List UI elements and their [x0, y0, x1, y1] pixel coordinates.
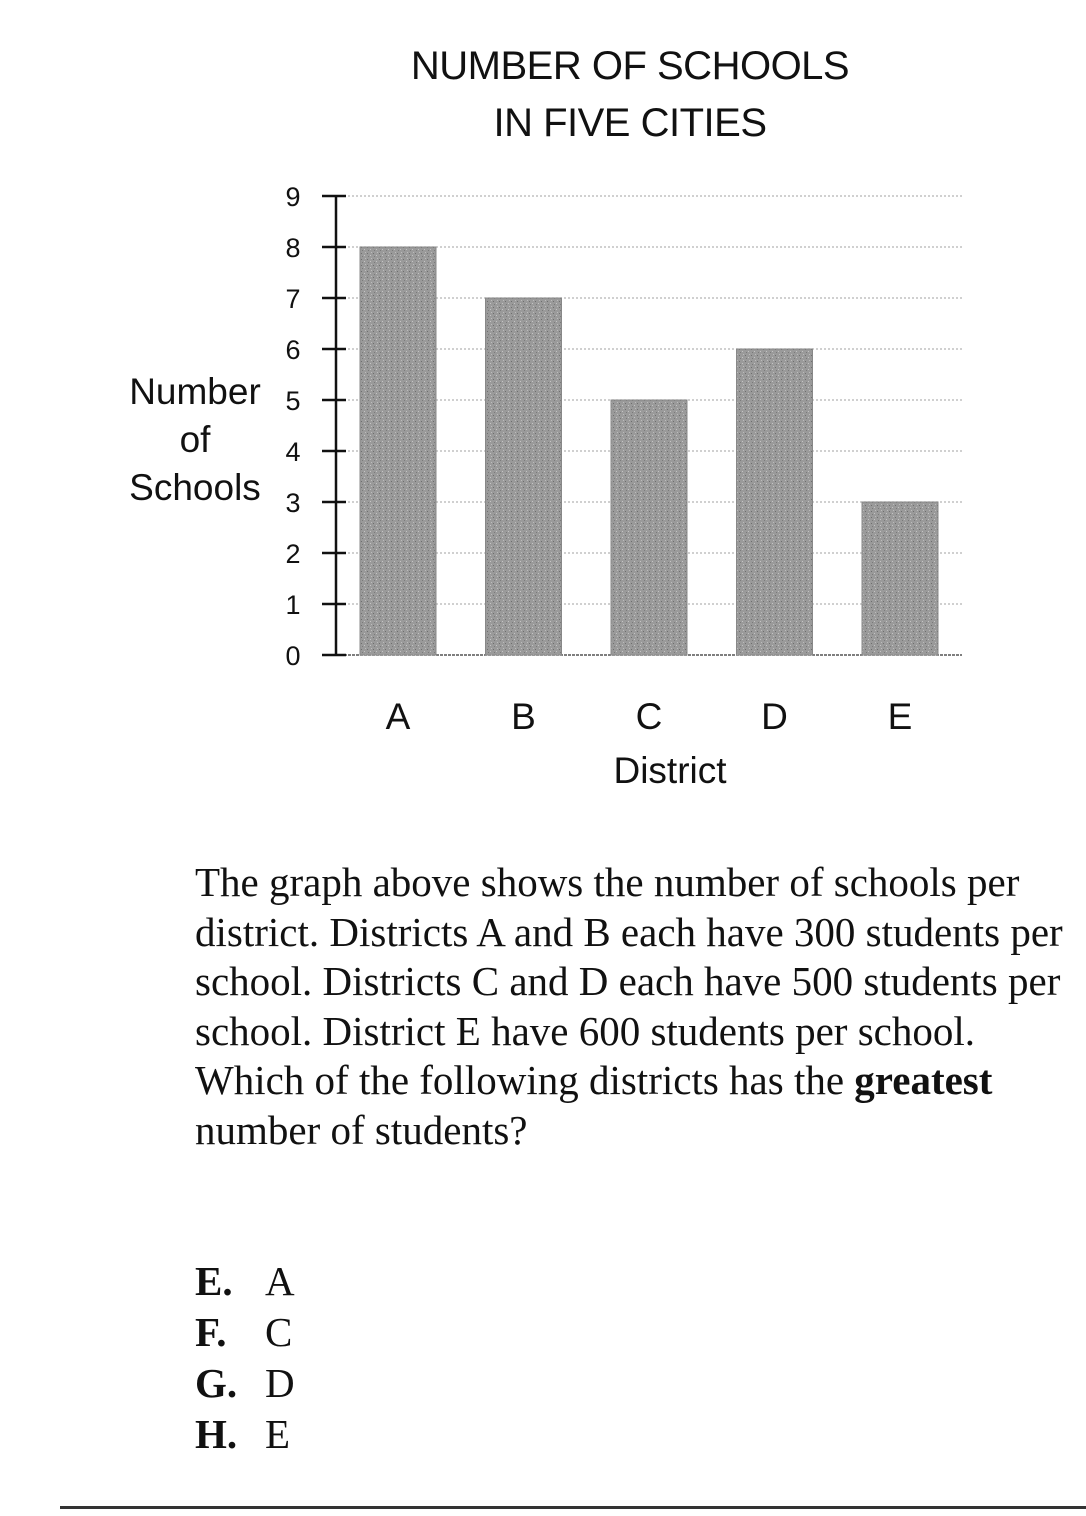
choice-f[interactable]: [195, 1307, 295, 1358]
question-text: [195, 858, 1075, 1155]
x-tick-label: C: [635, 696, 663, 737]
x-tick-label: B: [511, 696, 536, 737]
choice-g[interactable]: [195, 1358, 295, 1409]
choice-h[interactable]: [195, 1409, 295, 1460]
bar-a: [360, 247, 436, 655]
choice-answer: D: [265, 1360, 295, 1406]
choice-letter: F.: [195, 1309, 227, 1355]
y-tick-label: 9: [285, 182, 301, 212]
y-tick-label: 1: [285, 590, 301, 620]
bottom-rule: [60, 1506, 1086, 1509]
y-tick-label: 2: [285, 539, 301, 569]
y-tick-label: 7: [285, 284, 301, 314]
chart-title-line-1: NUMBER OF SCHOOLS: [410, 44, 850, 88]
answer-choices: [195, 1256, 295, 1460]
chart-title-line-2: IN FIVE CITIES: [493, 101, 767, 145]
y-tick-label: 0: [285, 641, 301, 671]
question-text-before: The graph above shows the number of schools per district. Districts A and B each have 300 students per school. Districts C and D each have 500 students per school. District E have 600 students per school. Which of the following districts has the: [195, 859, 1063, 1103]
choice-answer: A: [265, 1258, 295, 1304]
x-tick-label: A: [385, 696, 411, 737]
y-tick-label: 6: [285, 335, 301, 365]
choice-letter: H.: [195, 1411, 238, 1457]
question-emphasis: greatest: [854, 1057, 993, 1103]
bar-d: [737, 349, 813, 655]
choice-answer: C: [265, 1309, 293, 1355]
x-axis-label: District: [613, 750, 727, 791]
x-tick-label: D: [761, 696, 788, 737]
choice-answer: E: [265, 1411, 291, 1457]
x-tick-label: E: [887, 696, 913, 737]
choice-letter: E.: [195, 1258, 233, 1304]
y-tick-label: 3: [285, 488, 301, 518]
y-tick-label: 5: [285, 386, 301, 416]
bar-e: [862, 502, 938, 655]
choice-e[interactable]: [195, 1256, 295, 1307]
bar-b: [486, 298, 562, 655]
bar-c: [611, 400, 687, 655]
question-text-after: number of students?: [195, 1106, 528, 1153]
choice-letter: G.: [195, 1360, 238, 1406]
y-axis-label: Number of Schools: [129, 371, 261, 508]
y-tick-label: 4: [285, 437, 301, 467]
y-tick-label: 8: [285, 233, 301, 263]
